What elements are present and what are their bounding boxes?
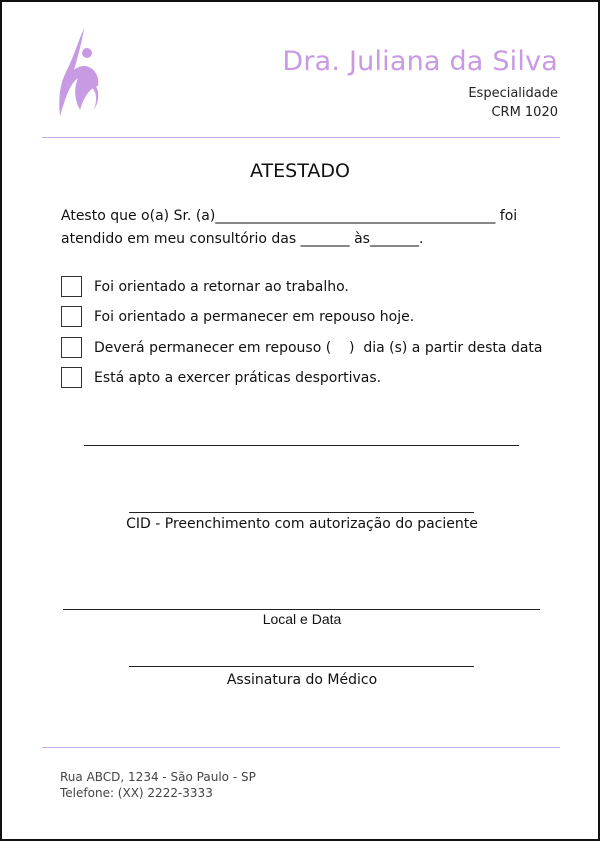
option-return-to-work[interactable]: [61, 276, 349, 297]
signature-line[interactable]: [129, 666, 474, 667]
header-divider: [42, 137, 560, 138]
checkbox[interactable]: [61, 337, 82, 358]
option-label: Está apto a exercer práticas desportivas.: [94, 369, 382, 386]
doctor-name: Dra. Juliana da Silva: [282, 46, 558, 77]
statement-line-1: [61, 205, 541, 228]
local-date-caption: Local e Data: [262, 611, 342, 627]
statement-line-2: atendido em meu consultório das _______ às_______.: [61, 231, 424, 247]
cid-caption: CID - Preenchimento com autorização do paciente: [126, 516, 478, 532]
option-label: Foi orientado a retornar ao trabalho.: [94, 278, 349, 295]
option-label: Foi orientado a permanecer em repouso hoje.: [94, 308, 415, 325]
footer-divider: [42, 747, 560, 748]
local-date-line[interactable]: [63, 609, 540, 610]
option-sports-fit[interactable]: [61, 367, 381, 388]
doctor-crm: CRM 1020: [491, 105, 558, 120]
checkbox[interactable]: [61, 276, 82, 297]
free-text-line[interactable]: [84, 445, 519, 446]
statement-end: foi: [495, 208, 518, 224]
option-rest-today[interactable]: [61, 306, 414, 327]
footer-address: Rua ABCD, 1234 - São Paulo - SP: [60, 770, 256, 784]
patient-name-blank[interactable]: ________________________________________: [215, 208, 496, 224]
checkbox[interactable]: [61, 367, 82, 388]
signature-caption: Assinatura do Médico: [226, 672, 378, 688]
footer-phone: Telefone: (XX) 2222-3333: [60, 786, 213, 800]
doctor-specialty: Especialidade: [468, 86, 558, 101]
checkbox[interactable]: [61, 306, 82, 327]
option-rest-days[interactable]: [61, 337, 543, 358]
statement-start: Atesto que o(a) Sr. (a): [61, 208, 216, 224]
document-title: ATESTADO: [250, 160, 350, 182]
option-label: Deverá permanecer em repouso ( ) dia (s) a partir desta data: [94, 339, 543, 356]
cid-line[interactable]: [129, 512, 474, 513]
figure-logo-icon: [54, 26, 104, 120]
statement-text: [61, 205, 541, 251]
